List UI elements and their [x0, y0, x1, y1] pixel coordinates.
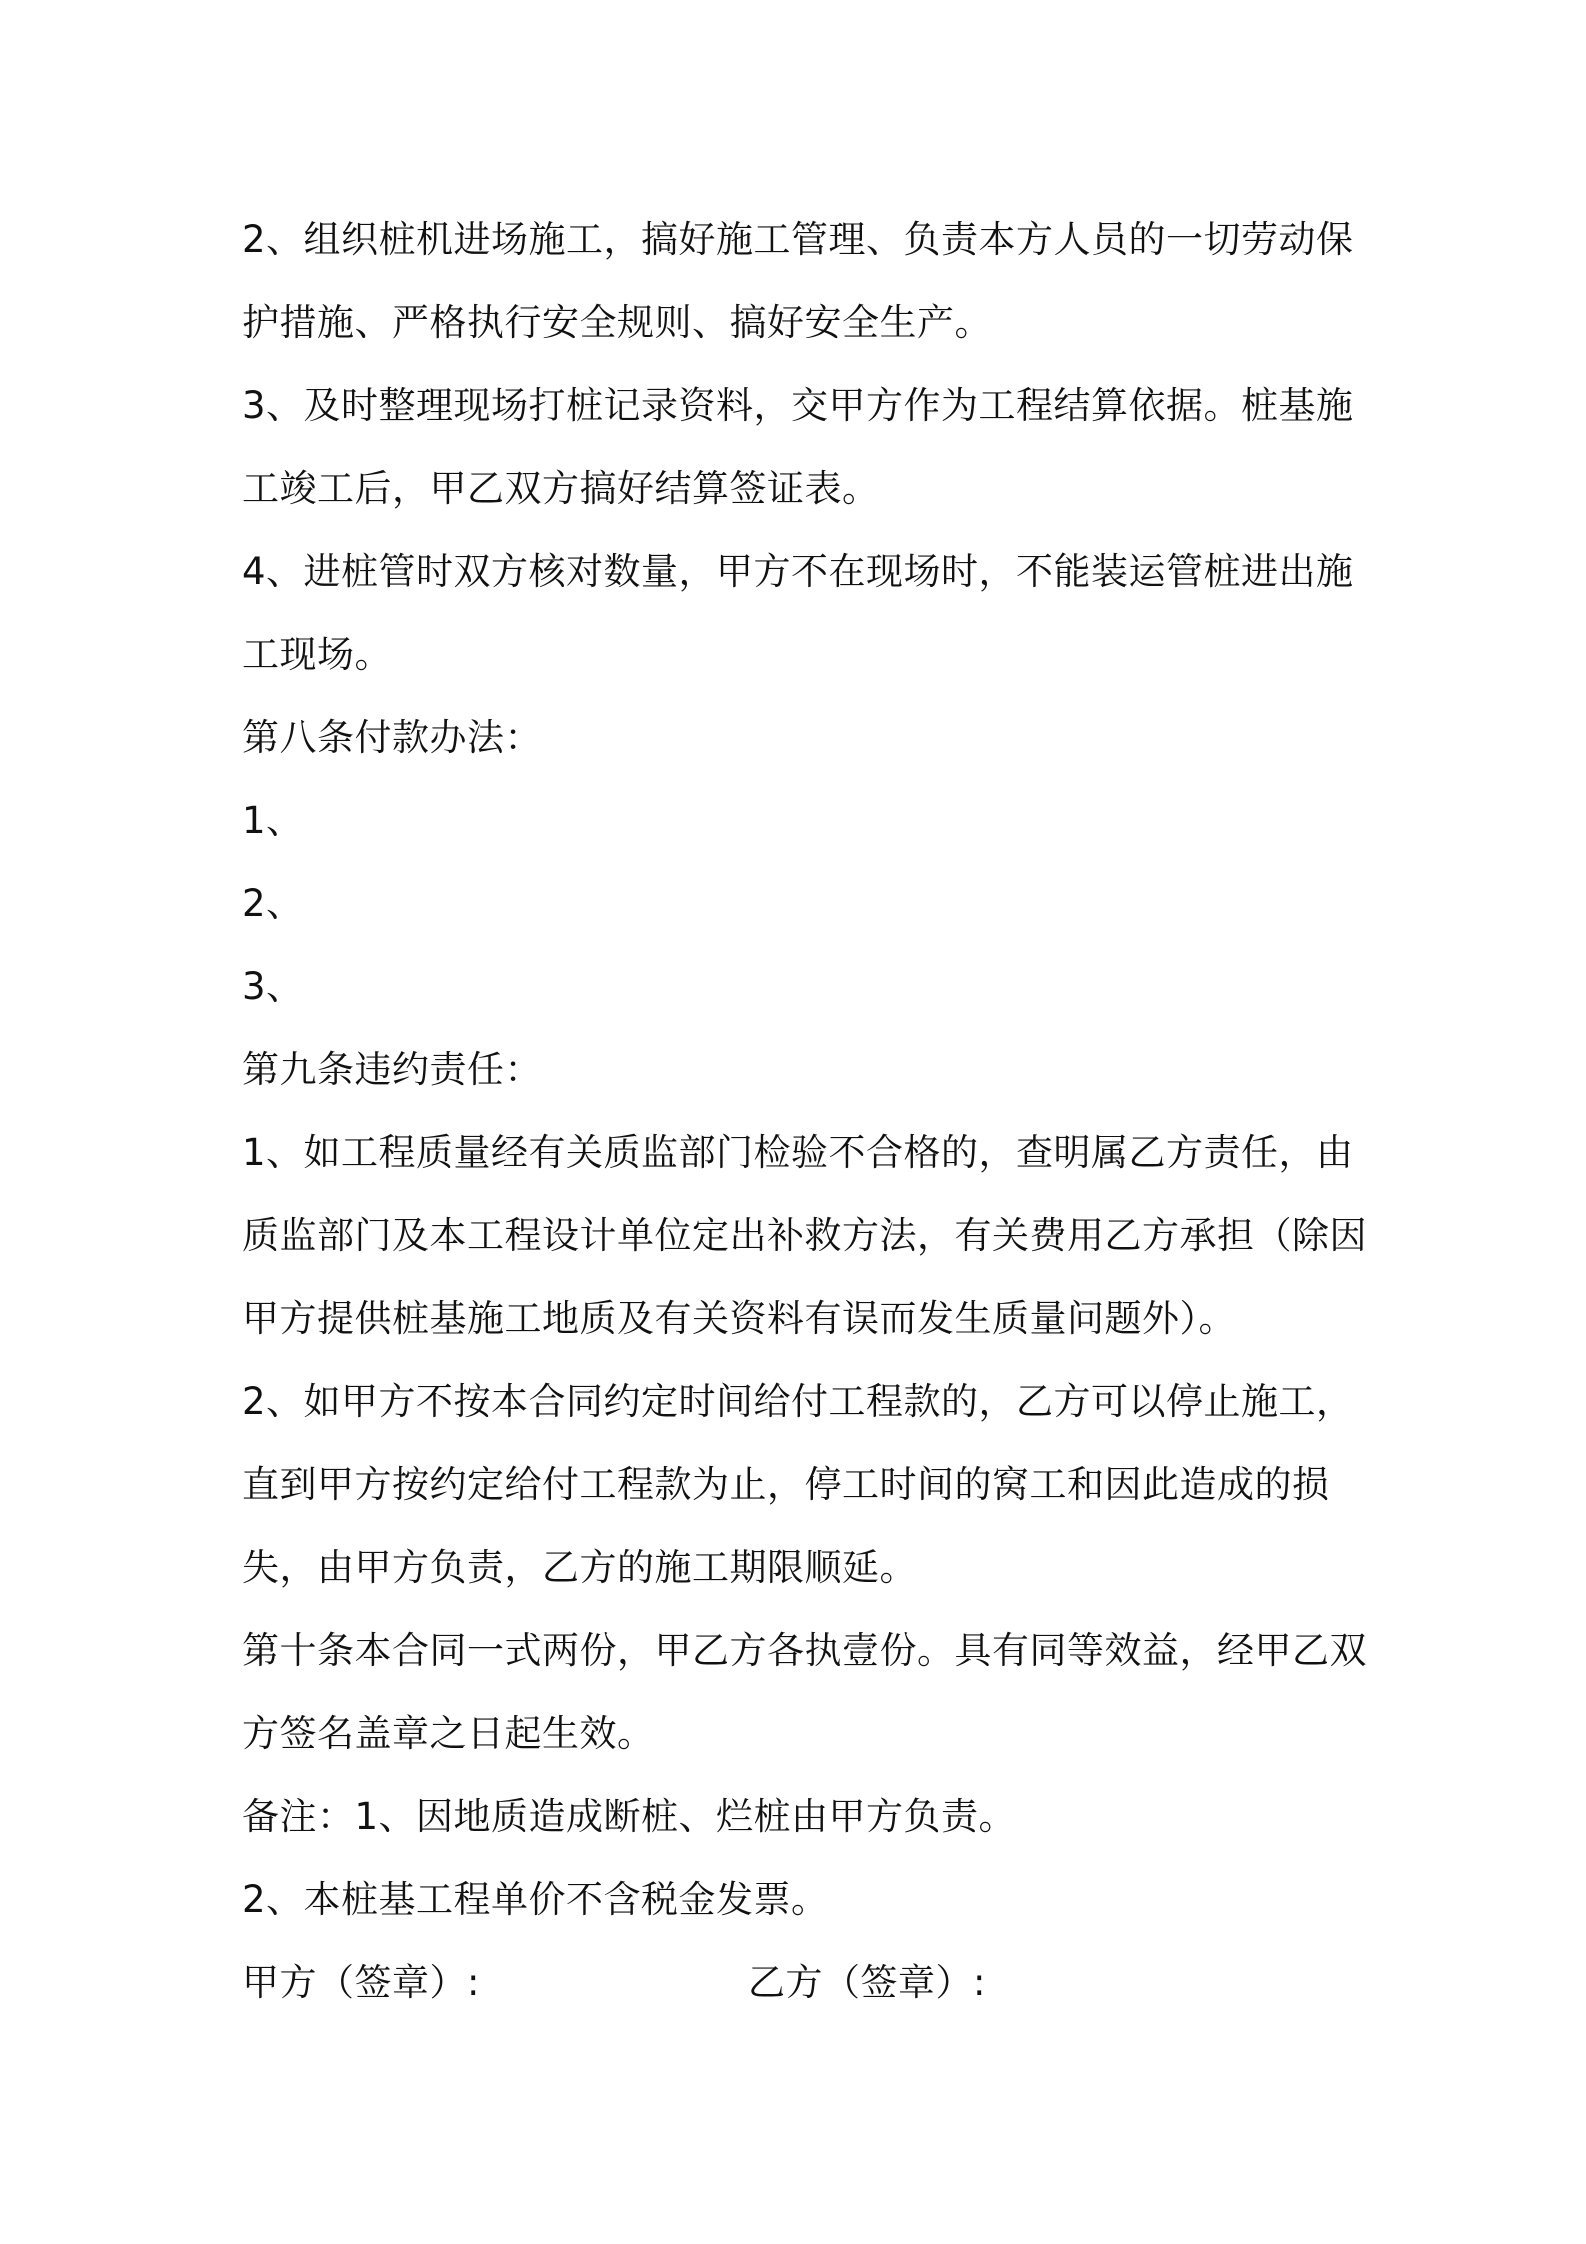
clause-item-2-pile-machine: 2、组织桩机进场施工，搞好施工管理、负责本方人员的一切劳动保护措施、严格执行安全规则、搞好安全生产。 [242, 218, 1354, 344]
article-9-heading: 第九条违约责任： [242, 1048, 542, 1091]
clause-item-4-pipe-count: 4、进桩管时双方核对数量，甲方不在现场时，不能装运管桩进出施工现场。 [242, 550, 1354, 676]
article-10: 第十条本合同一式两份，甲乙方各执壹份。具有同等效益，经甲乙双方签名盖章之日起生效。 [242, 1629, 1367, 1755]
liability-item-1: 1、如工程质量经有关质监部门检验不合格的，查明属乙方责任，由质监部门及本工程设计单位定出补救方法，有关费用乙方承担（除因甲方提供桩基施工地质及有关资料有误而发生质量问题外）。 [242, 1131, 1367, 1340]
contract-body [242, 198, 1372, 2024]
signature-row [242, 1941, 1372, 2024]
remarks-item-2: 2、本桩基工程单价不含税金发票。 [242, 1878, 829, 1921]
party-b-signature-label: 乙方（签章）: [748, 1961, 986, 2004]
article-8-heading: 第八条付款办法： [242, 716, 542, 759]
payment-item-3: 3、 [242, 965, 304, 1008]
remarks-item-1: 备注：1、因地质造成断桩、烂桩由甲方负责。 [242, 1795, 1017, 1838]
payment-item-2: 2、 [242, 882, 304, 925]
payment-item-1: 1、 [242, 799, 304, 842]
party-a-signature-label: 甲方（签章）: [242, 1961, 480, 2004]
liability-item-2: 2、如甲方不按本合同约定时间给付工程款的，乙方可以停止施工，直到甲方按约定给付工程款为止，停工时间的窝工和因此造成的损失，由甲方负责，乙方的施工期限顺延。 [242, 1380, 1354, 1589]
clause-item-3-records: 3、及时整理现场打桩记录资料，交甲方作为工程结算依据。桩基施工竣工后，甲乙双方搞好结算签证表。 [242, 384, 1354, 510]
